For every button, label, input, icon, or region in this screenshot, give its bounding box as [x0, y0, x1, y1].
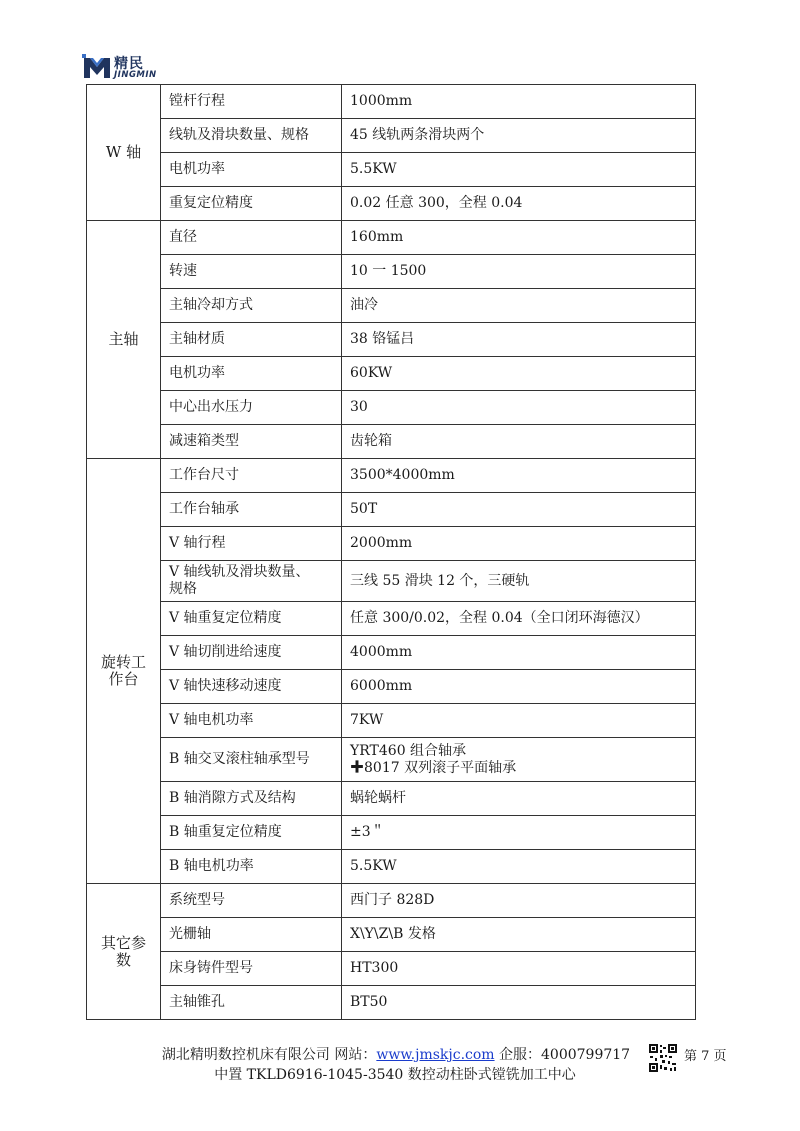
value-cell: 齿轮箱	[342, 425, 696, 459]
value-cell: 160mm	[342, 221, 696, 255]
value-cell: 4000mm	[342, 636, 696, 670]
table-row	[87, 884, 696, 918]
value-cell: 30	[342, 391, 696, 425]
value-cell: 50T	[342, 493, 696, 527]
param-cell: 重复定位精度	[161, 187, 342, 221]
footer-site-link[interactable]: www.jmskjc.com	[376, 1047, 495, 1063]
table-row	[87, 289, 696, 323]
value-cell: 5.5KW	[342, 153, 696, 187]
param-cell: B 轴交叉滚柱轴承型号	[161, 738, 342, 782]
table-row	[87, 738, 696, 782]
param-cell	[161, 561, 342, 602]
param-cell: B 轴电机功率	[161, 850, 342, 884]
logo-text-en: JINGMIN	[114, 70, 157, 80]
table-row	[87, 255, 696, 289]
table-row	[87, 527, 696, 561]
param-cell: 直径	[161, 221, 342, 255]
param-cell: 床身铸件型号	[161, 952, 342, 986]
value-line1: YRT460 组合轴承	[350, 742, 467, 759]
param-cell: 电机功率	[161, 153, 342, 187]
value-cell: BT50	[342, 986, 696, 1020]
logo-mark-icon	[82, 54, 112, 80]
table-row	[87, 187, 696, 221]
footer-service: 企服：4000799717	[499, 1047, 631, 1063]
group-spindle: 主轴	[87, 221, 161, 459]
value-cell: 10 一 1500	[342, 255, 696, 289]
group-label-line1: 旋转工	[100, 653, 146, 671]
footer-site-label: 网站：	[334, 1047, 377, 1063]
footer-company: 湖北精明数控机床有限公司	[161, 1047, 330, 1063]
param-cell: 中心出水压力	[161, 391, 342, 425]
value-cell: 任意 300/0.02，全程 0.04（全口闭环海德汉）	[342, 602, 696, 636]
table-row	[87, 561, 696, 602]
company-logo	[82, 52, 182, 84]
spec-table	[86, 84, 696, 1020]
footer-product	[0, 1064, 800, 1084]
group-rotary-table	[87, 459, 161, 884]
value-cell: 3500*4000mm	[342, 459, 696, 493]
table-row	[87, 816, 696, 850]
value-cell: 2000mm	[342, 527, 696, 561]
param-cell: B 轴重复定位精度	[161, 816, 342, 850]
value-cell: 38 铬锰吕	[342, 323, 696, 357]
param-cell: B 轴消隙方式及结构	[161, 782, 342, 816]
table-row	[87, 85, 696, 119]
value-cell: HT300	[342, 952, 696, 986]
param-cell: V 轴电机功率	[161, 704, 342, 738]
param-cell: 减速箱类型	[161, 425, 342, 459]
table-row	[87, 425, 696, 459]
value-cell: 蜗轮蜗杆	[342, 782, 696, 816]
value-cell: 油冷	[342, 289, 696, 323]
param-cell: 主轴冷却方式	[161, 289, 342, 323]
param-cell: 线轨及滑块数量、规格	[161, 119, 342, 153]
table-row	[87, 602, 696, 636]
value-cell: 0.02 任意 300，全程 0.04	[342, 187, 696, 221]
table-row	[87, 918, 696, 952]
table-row	[87, 704, 696, 738]
param-cell: 主轴材质	[161, 323, 342, 357]
table-row	[87, 850, 696, 884]
value-cell: 45 线轨两条滑块两个	[342, 119, 696, 153]
value-line2: ✚8017 双列滚子平面轴承	[350, 759, 517, 776]
value-cell: 西门子 828D	[342, 884, 696, 918]
value-cell	[342, 738, 696, 782]
value-cell: 7KW	[342, 704, 696, 738]
table-row	[87, 952, 696, 986]
value-cell: 60KW	[342, 357, 696, 391]
param-cell: 主轴锥孔	[161, 986, 342, 1020]
table-row	[87, 636, 696, 670]
value-cell: 5.5KW	[342, 850, 696, 884]
table-row	[87, 153, 696, 187]
table-row	[87, 493, 696, 527]
table-row	[87, 670, 696, 704]
value-cell: X\Y\Z\B 发格	[342, 918, 696, 952]
table-row	[87, 119, 696, 153]
value-cell: 三线 55 滑块 12 个，三硬轨	[342, 561, 696, 602]
value-cell: 1000mm	[342, 85, 696, 119]
param-cell: 电机功率	[161, 357, 342, 391]
table-row	[87, 357, 696, 391]
param-cell: 光栅轴	[161, 918, 342, 952]
param-cell: 工作台轴承	[161, 493, 342, 527]
table-row	[87, 459, 696, 493]
table-row	[87, 986, 696, 1020]
footer-contact	[0, 1044, 800, 1064]
value-cell: 6000mm	[342, 670, 696, 704]
logo-text-cn: 精民	[114, 56, 144, 72]
param-cell: V 轴重复定位精度	[161, 602, 342, 636]
value-cell: ±3＂	[342, 816, 696, 850]
group-label-line2: 作台	[108, 670, 139, 688]
group-other-params	[87, 884, 161, 1020]
group-label-line1: 其它参	[100, 933, 146, 952]
group-w-axis: W 轴	[87, 85, 161, 221]
page-number: 第 7 页	[684, 1049, 727, 1064]
table-row	[87, 391, 696, 425]
param-cell: V 轴切削进给速度	[161, 636, 342, 670]
param-cell: V 轴行程	[161, 527, 342, 561]
group-label-line2: 数	[115, 950, 131, 969]
table-row	[87, 323, 696, 357]
table-row	[87, 782, 696, 816]
footer-product-text: 中置 TKLD6916-1045-3540 数控动柱卧式镗铣加工中心	[214, 1067, 576, 1083]
param-cell: 镗杆行程	[161, 85, 342, 119]
param-cell: 转速	[161, 255, 342, 289]
param-cell: V 轴快速移动速度	[161, 670, 342, 704]
param-line1: V 轴线轨及滑块数量、	[169, 564, 310, 580]
param-line2: 规格	[169, 581, 197, 597]
param-cell: 工作台尺寸	[161, 459, 342, 493]
param-cell: 系统型号	[161, 884, 342, 918]
table-row	[87, 221, 696, 255]
